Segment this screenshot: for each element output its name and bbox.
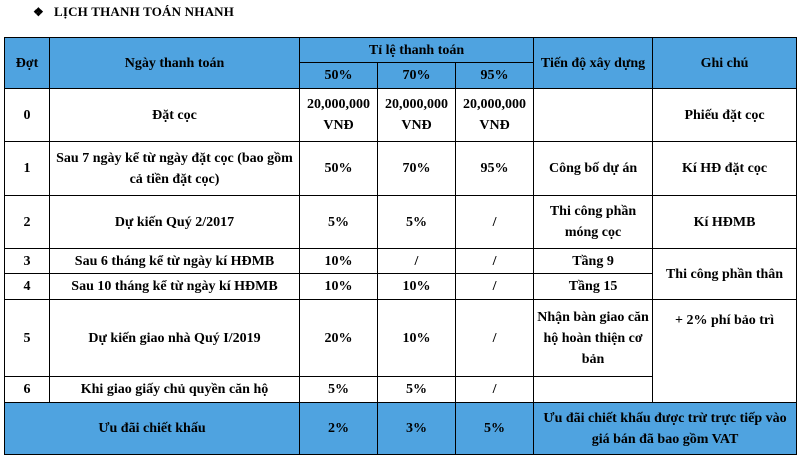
row-progress: Nhận bàn giao căn hộ hoàn thiện cơ bản (534, 300, 653, 377)
header-rate-70: 70% (378, 63, 456, 89)
discount-50: 2% (300, 403, 378, 455)
row-dot: 2 (5, 196, 50, 249)
row-payment-date: Đặt cọc (50, 89, 300, 142)
row-note: Kí HĐ đặt cọc (653, 142, 797, 196)
row-progress (534, 377, 653, 403)
table-row (5, 142, 797, 196)
table-row (5, 89, 797, 142)
title-text: LỊCH THANH TOÁN NHANH (53, 4, 235, 19)
row-note: Thi công phần thân (653, 249, 797, 300)
row-progress (534, 89, 653, 142)
row-dot: 4 (5, 274, 50, 300)
header-payment-date: Ngày thanh toán (50, 38, 300, 89)
table-row (5, 196, 797, 249)
header-dot: Đợt (5, 38, 50, 89)
table-row (5, 300, 797, 377)
header-progress: Tiến độ xây dựng (534, 38, 653, 89)
header-rate-50: 50% (300, 63, 378, 89)
row-rate-50: 20,000,000 VNĐ (300, 89, 378, 142)
row-rate-70: / (378, 249, 456, 274)
row-dot: 3 (5, 249, 50, 274)
discount-label: Ưu đãi chiết khấu (5, 403, 300, 455)
row-payment-date: Sau 7 ngày kể từ ngày đặt cọc (bao gồm cả tiền đặt cọc) (50, 142, 300, 196)
row-rate-95: / (456, 300, 534, 377)
row-dot: 0 (5, 89, 50, 142)
row-progress: Tầng 15 (534, 274, 653, 300)
row-note: + 2% phí bảo trì (653, 300, 797, 403)
header-rate-95: 95% (456, 63, 534, 89)
header-payment-rate: Tỉ lệ thanh toán (300, 38, 534, 63)
row-dot: 6 (5, 377, 50, 403)
row-rate-70: 20,000,000 VNĐ (378, 89, 456, 142)
discount-95: 5% (456, 403, 534, 455)
row-progress: Tầng 9 (534, 249, 653, 274)
row-rate-70: 70% (378, 142, 456, 196)
header-note: Ghi chú (653, 38, 797, 89)
row-payment-date: Khi giao giấy chủ quyền căn hộ (50, 377, 300, 403)
row-rate-95: 95% (456, 142, 534, 196)
row-note: Phiếu đặt cọc (653, 89, 797, 142)
page-title (33, 4, 234, 20)
row-rate-50: 20% (300, 300, 378, 377)
row-rate-70: 10% (378, 274, 456, 300)
discount-70: 3% (378, 403, 456, 455)
row-note: Kí HĐMB (653, 196, 797, 249)
row-rate-70: 10% (378, 300, 456, 377)
row-payment-date: Dự kiến giao nhà Quý I/2019 (50, 300, 300, 377)
row-rate-95: / (456, 274, 534, 300)
row-rate-95: / (456, 196, 534, 249)
row-rate-50: 50% (300, 142, 378, 196)
row-rate-50: 10% (300, 274, 378, 300)
discount-row (5, 403, 797, 455)
row-progress: Công bố dự án (534, 142, 653, 196)
row-rate-50: 10% (300, 249, 378, 274)
row-payment-date: Sau 10 tháng kể từ ngày kí HĐMB (50, 274, 300, 300)
row-payment-date: Dự kiến Quý 2/2017 (50, 196, 300, 249)
row-rate-50: 5% (300, 196, 378, 249)
row-rate-70: 5% (378, 196, 456, 249)
diamond-bullet-icon: ❖ (33, 5, 44, 19)
row-dot: 5 (5, 300, 50, 377)
payment-schedule-table (4, 37, 797, 455)
row-rate-95: 20,000,000 VNĐ (456, 89, 534, 142)
discount-note: Ưu đãi chiết khấu được trừ trực tiếp vào giá bán đã bao gồm VAT (534, 403, 797, 455)
row-rate-50: 5% (300, 377, 378, 403)
row-payment-date: Sau 6 tháng kể từ ngày kí HĐMB (50, 249, 300, 274)
row-rate-95: / (456, 377, 534, 403)
table-row (5, 249, 797, 274)
row-rate-70: 5% (378, 377, 456, 403)
row-dot: 1 (5, 142, 50, 196)
row-rate-95: / (456, 249, 534, 274)
row-progress: Thi công phần móng cọc (534, 196, 653, 249)
